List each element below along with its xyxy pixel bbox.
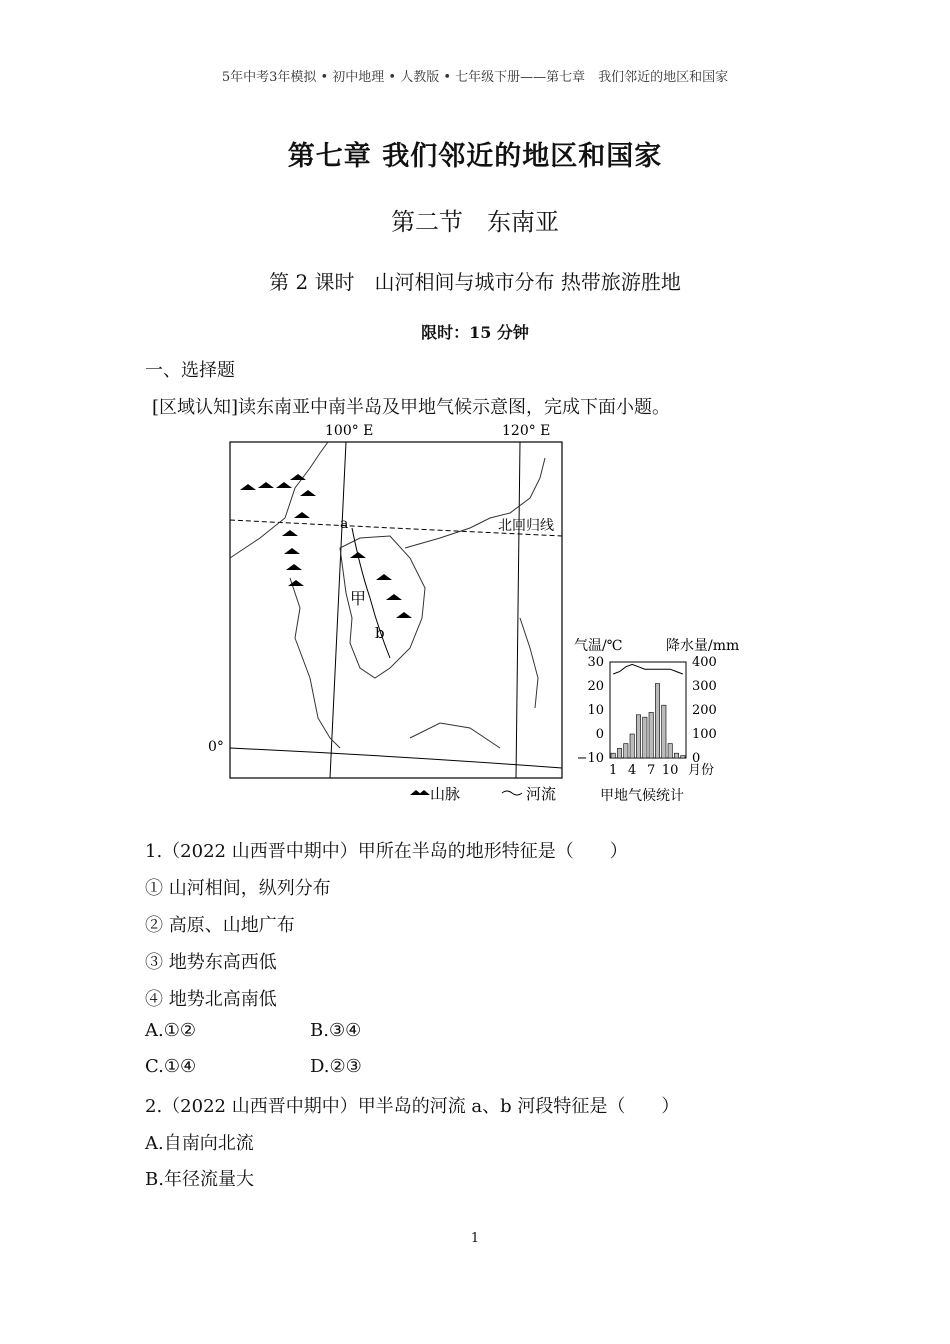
q2-stem: 2.（2022 山西晋中期中）甲半岛的河流 a、b 河段特征是（ ） — [145, 1096, 680, 1117]
precip-bar — [611, 753, 615, 758]
x-tick: 4 — [628, 763, 637, 778]
legend-mountain-icon — [410, 790, 430, 795]
y-left-title: 气温/℃ — [574, 638, 623, 654]
x-unit: 月份 — [688, 763, 715, 778]
page-header: 5年中考3年模拟 • 初中地理 • 人教版 • 七年级下册——第七章 我们邻近的地区和国家 — [221, 70, 729, 85]
q1-option-c[interactable]: C.①④ — [145, 1056, 197, 1077]
precip-bar — [662, 705, 666, 758]
precip-bar — [681, 756, 685, 758]
q2-option-b[interactable]: B.年径流量大 — [145, 1169, 254, 1190]
y-right-tick: 0 — [692, 751, 701, 766]
y-right-tick: 100 — [692, 727, 717, 742]
equator-label: 0° — [208, 739, 224, 755]
chapter-title: 第七章 我们邻近的地区和国家 — [287, 141, 663, 172]
lesson-title: 第 2 课时 山河相间与城市分布 热带旅游胜地 — [269, 270, 681, 294]
precip-bar — [655, 684, 659, 758]
question-intro: [区域认知]读东南亚中南半岛及甲地气候示意图，完成下面小题。 — [152, 397, 671, 418]
label-jia: 甲 — [350, 589, 367, 608]
map-figure — [200, 418, 760, 808]
y-right-tick: 400 — [692, 655, 717, 670]
legend-mountain-label: 山脉 — [430, 785, 461, 803]
precip-bar — [636, 715, 640, 758]
y-left-tick: 30 — [587, 655, 604, 670]
label-a: a — [340, 516, 349, 532]
x-tick: 7 — [647, 763, 656, 778]
x-tick: 1 — [609, 763, 618, 778]
climate-chart — [574, 637, 739, 804]
q1-option-b[interactable]: B.③④ — [310, 1020, 362, 1041]
precip-bar — [649, 712, 653, 758]
precip-bar — [630, 734, 634, 758]
map-frame — [230, 442, 562, 778]
y-right-tick: 300 — [692, 679, 717, 694]
q1-option-a[interactable]: A.①② — [145, 1020, 196, 1041]
q1-option-d[interactable]: D.②③ — [310, 1056, 362, 1077]
part-heading: 一、选择题 — [145, 360, 235, 381]
y-left-tick: 10 — [587, 703, 604, 718]
q2-option-a[interactable]: A.自南向北流 — [145, 1133, 254, 1154]
temperature-line — [613, 664, 683, 674]
section-title: 第二节 东南亚 — [391, 208, 559, 236]
label-b: b — [375, 624, 385, 642]
chart-caption: 甲地气候统计 — [600, 788, 684, 804]
time-limit: 限时：15 分钟 — [421, 323, 529, 342]
precip-bar — [617, 748, 621, 758]
q1-statement-3: ③ 地势东高西低 — [145, 952, 277, 973]
precip-bar — [624, 744, 628, 758]
precip-bar — [674, 753, 678, 758]
lon-100-label: 100° E — [325, 423, 374, 439]
y-right-title: 降水量/mm — [666, 638, 740, 654]
x-tick: 10 — [661, 763, 679, 778]
tropic-label: 北回归线 — [498, 518, 554, 534]
q1-statement-4: ④ 地势北高南低 — [145, 989, 277, 1010]
y-left-tick: 0 — [595, 727, 604, 742]
page-number: 1 — [470, 1231, 480, 1246]
legend-river-label: 河流 — [526, 785, 557, 803]
y-left-tick: −10 — [576, 751, 604, 766]
q1-statement-1: ① 山河相间，纵列分布 — [145, 878, 331, 899]
y-left-tick: 20 — [587, 679, 604, 694]
lon-120-label: 120° E — [502, 423, 551, 439]
precip-bar — [668, 744, 672, 758]
q1-statement-2: ② 高原、山地广布 — [145, 915, 295, 936]
y-right-tick: 200 — [692, 703, 717, 718]
precip-bar — [643, 717, 647, 758]
legend-river-icon — [502, 791, 522, 795]
chart-plot-area — [610, 662, 686, 758]
q1-stem: 1.（2022 山西晋中期中）甲所在半岛的地形特征是（ ） — [145, 841, 628, 862]
